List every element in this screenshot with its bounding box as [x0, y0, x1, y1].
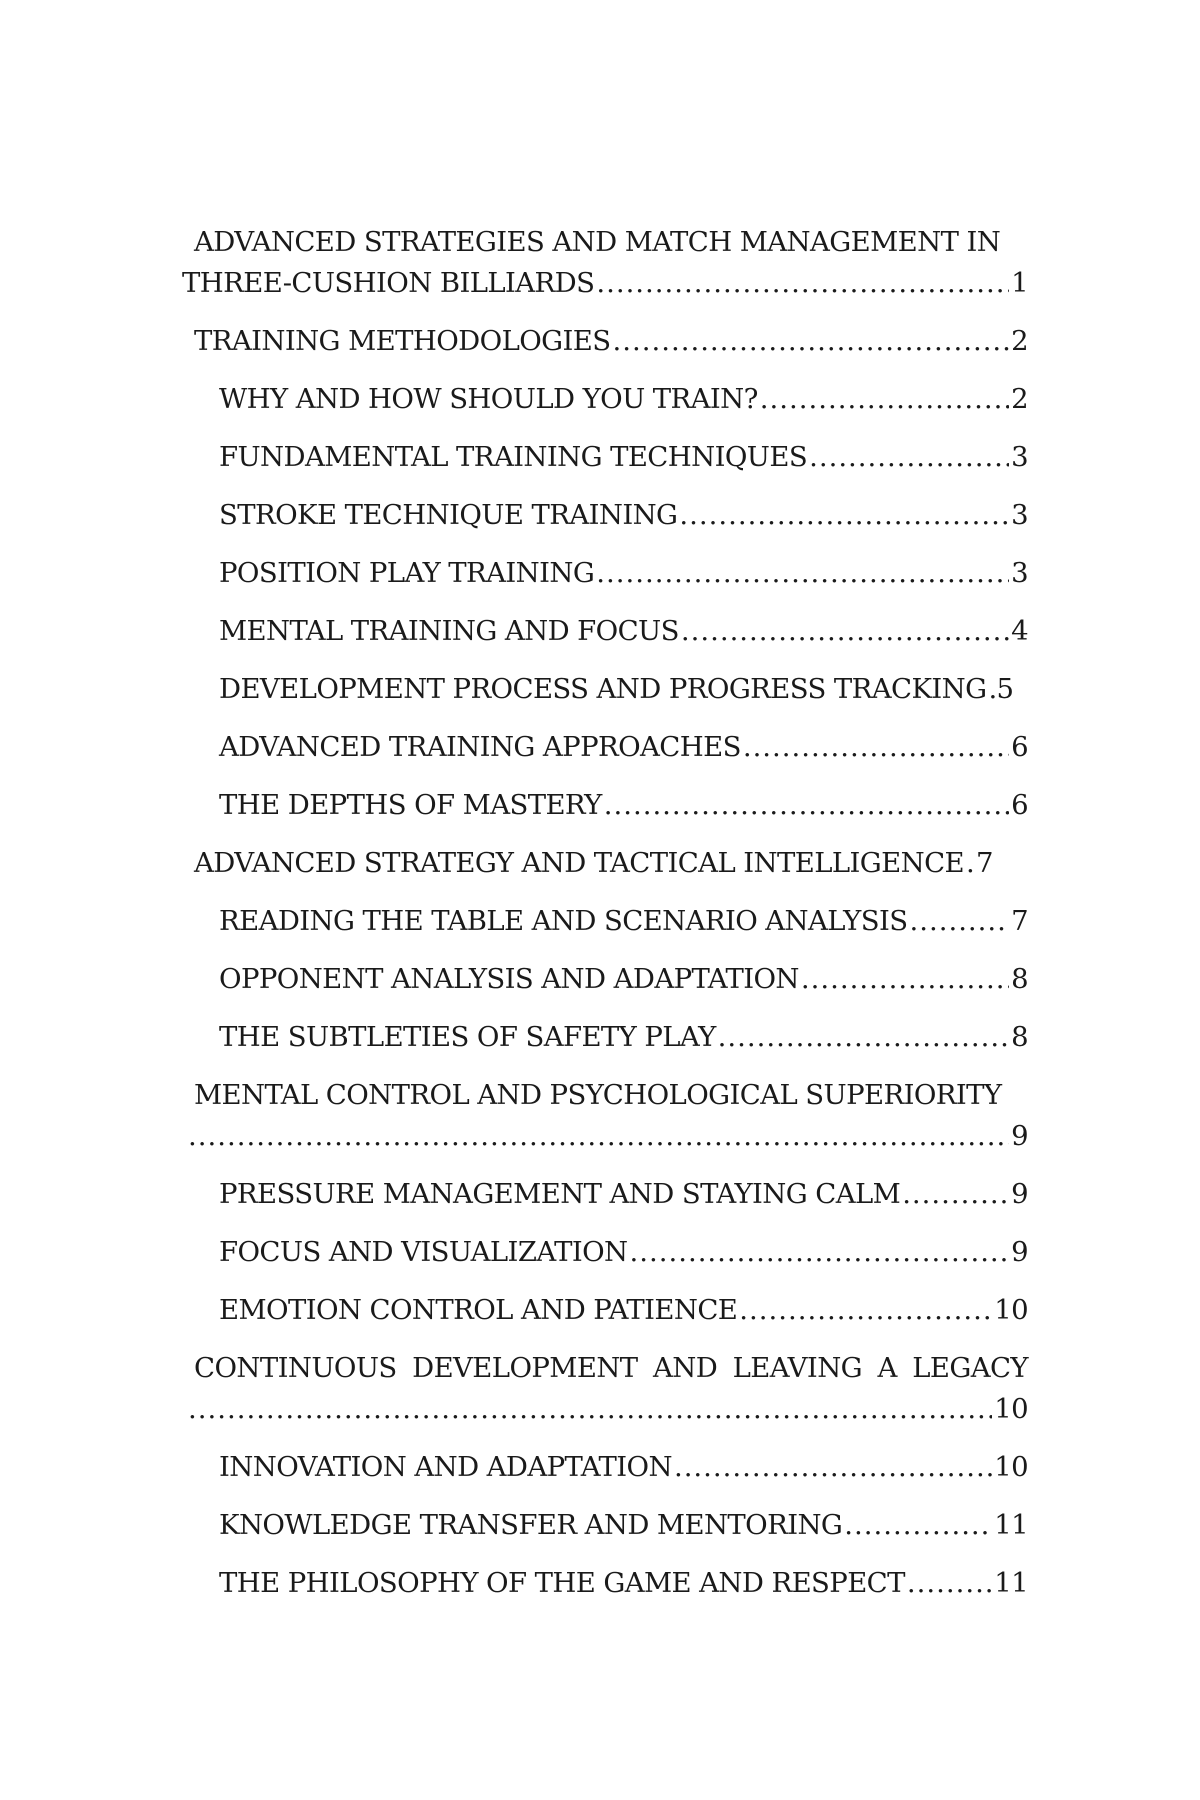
table-of-contents [182, 222, 1028, 1621]
toc-page-number: 3 [1011, 499, 1028, 531]
toc-entry-title: OPPONENT ANALYSIS AND ADAPTATION [219, 963, 799, 995]
dot-leader [760, 379, 1009, 420]
toc-entry-title: ADVANCED STRATEGIES AND MATCH MANAGEMENT IN [194, 226, 1001, 258]
dot-leader [596, 263, 1009, 304]
toc-entry[interactable] [188, 669, 1028, 710]
toc-page-number: 6 [1011, 789, 1028, 821]
toc-entry-title: MENTAL CONTROL AND PSYCHOLOGICAL SUPERIORITY [194, 1079, 1002, 1111]
toc-page-number: 11 [994, 1567, 1028, 1599]
toc-entry[interactable] [188, 1505, 1028, 1546]
dot-leader [604, 785, 1009, 826]
toc-entry-title: EMOTION CONTROL AND PATIENCE [219, 1294, 738, 1326]
toc-entry[interactable] [188, 437, 1028, 478]
dot-leader [909, 901, 1009, 942]
toc-entry-title: FOCUS AND VISUALIZATION [219, 1236, 628, 1268]
toc-entry-title: WHY AND HOW SHOULD YOU TRAIN? [219, 383, 758, 415]
toc-entry-title: ADVANCED TRAINING APPROACHES [219, 731, 741, 763]
toc-entry[interactable] [188, 1348, 1028, 1430]
dot-leader [989, 669, 995, 710]
toc-page-number: 8 [1011, 963, 1028, 995]
toc-page-number: 2 [1011, 325, 1028, 357]
dot-leader [809, 437, 1009, 478]
toc-page-number: 11 [994, 1509, 1028, 1541]
dot-leader [596, 553, 1009, 594]
dot-leader [902, 1174, 1009, 1215]
toc-entry-title: THE SUBTLETIES OF SAFETY PLAY [219, 1021, 716, 1053]
toc-entry[interactable] [188, 959, 1028, 1000]
dot-leader [844, 1505, 992, 1546]
toc-page-number: 7 [1011, 905, 1028, 937]
dot-leader [679, 495, 1009, 536]
toc-entry[interactable] [188, 1017, 1028, 1058]
dot-leader [966, 843, 974, 884]
toc-entry[interactable] [188, 553, 1028, 594]
dot-leader [718, 1017, 1009, 1058]
toc-page-number: 10 [994, 1294, 1028, 1326]
toc-entry[interactable] [188, 1290, 1028, 1331]
toc-entry[interactable] [188, 1232, 1028, 1273]
dot-leader [188, 1116, 1009, 1157]
toc-entry[interactable] [188, 495, 1028, 536]
toc-page-number: 8 [1011, 1021, 1028, 1053]
toc-entry-title: CONTINUOUS DEVELOPMENT AND LEAVING A LEGACY [194, 1352, 1028, 1384]
toc-page-number: 9 [1011, 1178, 1028, 1210]
toc-entry[interactable] [188, 321, 1028, 362]
toc-entry[interactable] [188, 843, 1028, 884]
toc-entry-title: STROKE TECHNIQUE TRAINING [219, 499, 678, 531]
dot-leader [613, 321, 1010, 362]
dot-leader [801, 959, 1009, 1000]
dot-leader [188, 1389, 992, 1430]
toc-page-number: 4 [1011, 615, 1028, 647]
toc-entry[interactable] [188, 727, 1028, 768]
toc-entry[interactable] [188, 901, 1028, 942]
toc-entry-title: FUNDAMENTAL TRAINING TECHNIQUES [219, 441, 808, 473]
toc-entry-title: PRESSURE MANAGEMENT AND STAYING CALM [219, 1178, 901, 1210]
toc-entry-title: POSITION PLAY TRAINING [219, 557, 595, 589]
toc-entry[interactable] [188, 611, 1028, 652]
toc-entry-title: THE DEPTHS OF MASTERY [219, 789, 602, 821]
toc-page-number: 9 [1011, 1236, 1028, 1268]
dot-leader [681, 611, 1009, 652]
toc-entry[interactable] [188, 379, 1028, 420]
toc-entry-title: INNOVATION AND ADAPTATION [219, 1451, 672, 1483]
toc-page-number: 1 [1011, 267, 1028, 299]
toc-entry-title: TRAINING METHODOLOGIES [194, 325, 611, 357]
toc-page-number: 2 [1011, 383, 1028, 415]
toc-entry-title-continued: THREE-CUSHION BILLIARDS [182, 267, 595, 299]
dot-leader [743, 727, 1009, 768]
toc-entry[interactable] [188, 785, 1028, 826]
toc-entry-title: MENTAL TRAINING AND FOCUS [219, 615, 679, 647]
toc-entry-title: KNOWLEDGE TRANSFER AND MENTORING [219, 1509, 843, 1541]
toc-entry[interactable] [188, 1447, 1028, 1488]
toc-page-number: 3 [1011, 557, 1028, 589]
toc-entry-title: DEVELOPMENT PROCESS AND PROGRESS TRACKING [219, 673, 987, 705]
toc-page-number: 10 [994, 1393, 1028, 1425]
toc-page-number: 6 [1011, 731, 1028, 763]
toc-entry-title: READING THE TABLE AND SCENARIO ANALYSIS [219, 905, 908, 937]
toc-entry[interactable] [188, 1174, 1028, 1215]
toc-entry-title: THE PHILOSOPHY OF THE GAME AND RESPECT [219, 1567, 905, 1599]
toc-page-number: 5 [996, 673, 1014, 705]
dot-leader [739, 1290, 992, 1331]
dot-leader [674, 1447, 992, 1488]
toc-page-number: 3 [1011, 441, 1028, 473]
toc-entry[interactable] [188, 1563, 1028, 1604]
toc-page-number: 9 [1011, 1120, 1028, 1152]
toc-page-number: 10 [994, 1451, 1028, 1483]
toc-entry[interactable] [188, 1075, 1028, 1157]
dot-leader [630, 1232, 1010, 1273]
dot-leader [907, 1563, 992, 1604]
toc-page-number: 7 [976, 847, 993, 879]
toc-entry-title: ADVANCED STRATEGY AND TACTICAL INTELLIGENCE [194, 847, 964, 879]
toc-entry[interactable] [182, 222, 1028, 304]
